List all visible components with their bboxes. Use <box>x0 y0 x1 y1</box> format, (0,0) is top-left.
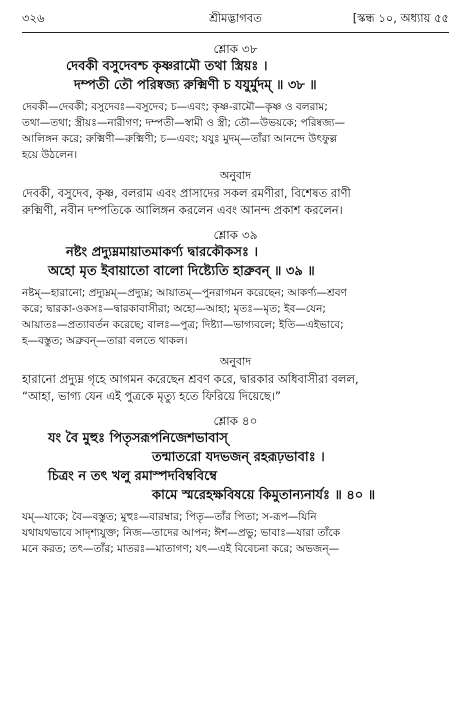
translation-line: হারানো প্রদ্যুম্ন গৃহে আগমন করেছেন শ্রবণ করে, দ্বারকার অধিবাসীরা বলল, <box>22 372 359 386</box>
sloka-39-word-meanings <box>22 285 449 349</box>
translation-line: রুক্মিণী, নবীন দম্পতিকে আলিঙ্গন করলেন এবং আনন্দ প্রকাশ করলেন। <box>22 203 343 217</box>
page-number: ৩২৬ <box>22 11 45 25</box>
sloka-40-word-meanings <box>22 509 449 557</box>
verse-line: নষ্টং প্রদ্যুম্নমায়াতমাকর্ণ্য দ্বারকৌকসঃ । <box>66 245 259 260</box>
sloka-40-verse <box>22 429 449 505</box>
word-line: হ—বস্তুত; অব্রুবন্‌—তারা বলতে থাকল। <box>22 335 188 347</box>
sloka-38-translation <box>22 185 449 219</box>
sloka-39-translation-label: অনুবাদ <box>219 355 252 368</box>
word-line: দেবকী—দেবকী; বসুদেবঃ—বসুদেব; চ—এবং; কৃষ্ণ-রামৌ—কৃষ্ণ ও বলরাম; <box>22 101 328 113</box>
verse-line: চিত্রং ন তৎ খলু রমাস্পদবিম্ববিম্বে <box>48 469 217 484</box>
chapter-reference: [স্কন্ধ ১০, অধ্যায় ৫৫ <box>352 11 449 25</box>
sloka-39-verse <box>22 243 449 281</box>
word-line: মনে করত; তৎ—তাঁর; মাতরঃ—মাতাগণ; যৎ—এই বিবেচনা করে; অভজন্‌— <box>22 543 340 555</box>
verse-line: দেবকী বসুদেবশ্চ কৃষ্ণরামৌ তথা স্ত্রিয়ঃ । <box>66 59 268 74</box>
sloka-38-word-meanings <box>22 99 449 163</box>
verse-line: তন্মাতরো যদভজন্‌ রহরূঢ়ভাবাঃ । <box>152 450 325 465</box>
book-title: শ্রীমদ্ভাগবত <box>209 11 262 25</box>
sloka-39-label: শ্লোক ৩৯ <box>213 228 258 242</box>
word-line: করে; দ্বারকা-ওকসঃ—দ্বারকাবাসীরা; অহো—আহা; মৃতঃ—মৃত; ইব—যেন; <box>22 303 326 315</box>
sloka-38-translation-label: অনুবাদ <box>219 169 252 182</box>
word-line: হয়ে উঠলেন। <box>22 149 78 161</box>
verse-line: যং বৈ মুহুঃ পিতৃসরূপনিজেশভাবাস্‌ <box>48 431 228 446</box>
word-line: যম্‌—যাকে; বৈ—বস্তুত; মুহুঃ—বারম্বার; পিতৃ—তাঁর পিতা; স-রূপ—যিনি <box>22 511 317 523</box>
sloka-38-label: শ্লোক ৩৮ <box>213 42 258 56</box>
sloka-40-label: শ্লোক ৪০ <box>213 414 258 428</box>
verse-line: কামে স্মরেহক্ষবিষয়ে কিমুতান্যনার্যঃ ॥ ৪০ ॥ <box>152 488 376 503</box>
verse-line: অহো মৃত ইবায়াতো বালো দিষ্ট্যেতি হাব্রুবন্‌ ॥ ৩৯ ॥ <box>48 264 315 279</box>
translation-line: দেবকী, বসুদেব, কৃষ্ণ, বলরাম এবং প্রাসাদের সকল রমণীরা, বিশেষত রাণী <box>22 186 351 200</box>
header-rule <box>22 32 449 33</box>
word-line: আয়াতঃ—প্রত্যাবর্তন করেছে; বালঃ—পুত্র; দিষ্ট্যা—ভাগ্যবলে; ইতি—এইভাবে; <box>22 319 344 331</box>
translation-line: “আহা, ভাগ্য যেন এই পুত্রকে মৃত্যু হতে ফিরিয়ে দিয়েছে।” <box>22 389 281 403</box>
word-line: যথাযথভাবে সাদৃশ্যযুক্ত; নিজ—তাদের আপন; ঈশ—প্রভু; ভাবাঃ—যারা তাঁকে <box>22 527 341 539</box>
sloka-38-verse <box>22 57 449 95</box>
word-line: নষ্টম্‌—হারানো; প্রদ্যুম্নম্‌—প্রদ্যুম্ন; আয়াতম্‌—পুনরাগমন করেছেন; আকর্ণ্য—শ্রবণ <box>22 287 347 299</box>
word-line: আলিঙ্গন করে; রুক্মিণী—রুক্মিণী; চ—এবং; যযুঃ মুদম্‌—তাঁরা আনন্দে উৎফুল্ল <box>22 133 338 145</box>
page-header <box>22 10 449 30</box>
verse-line: দম্পতী তৌ পরিষ্বজ্য রুক্মিণী চ যযুর্মুদম্‌ ॥ ৩৮ ॥ <box>74 78 317 93</box>
word-line: তথা—তথা; স্ত্রীয়ঃ—নারীগণ; দম্পতী—স্বামী ও স্ত্রী; তৌ—উভয়কে; পরিষ্বজ্য— <box>22 117 346 129</box>
sloka-39-translation <box>22 371 449 405</box>
